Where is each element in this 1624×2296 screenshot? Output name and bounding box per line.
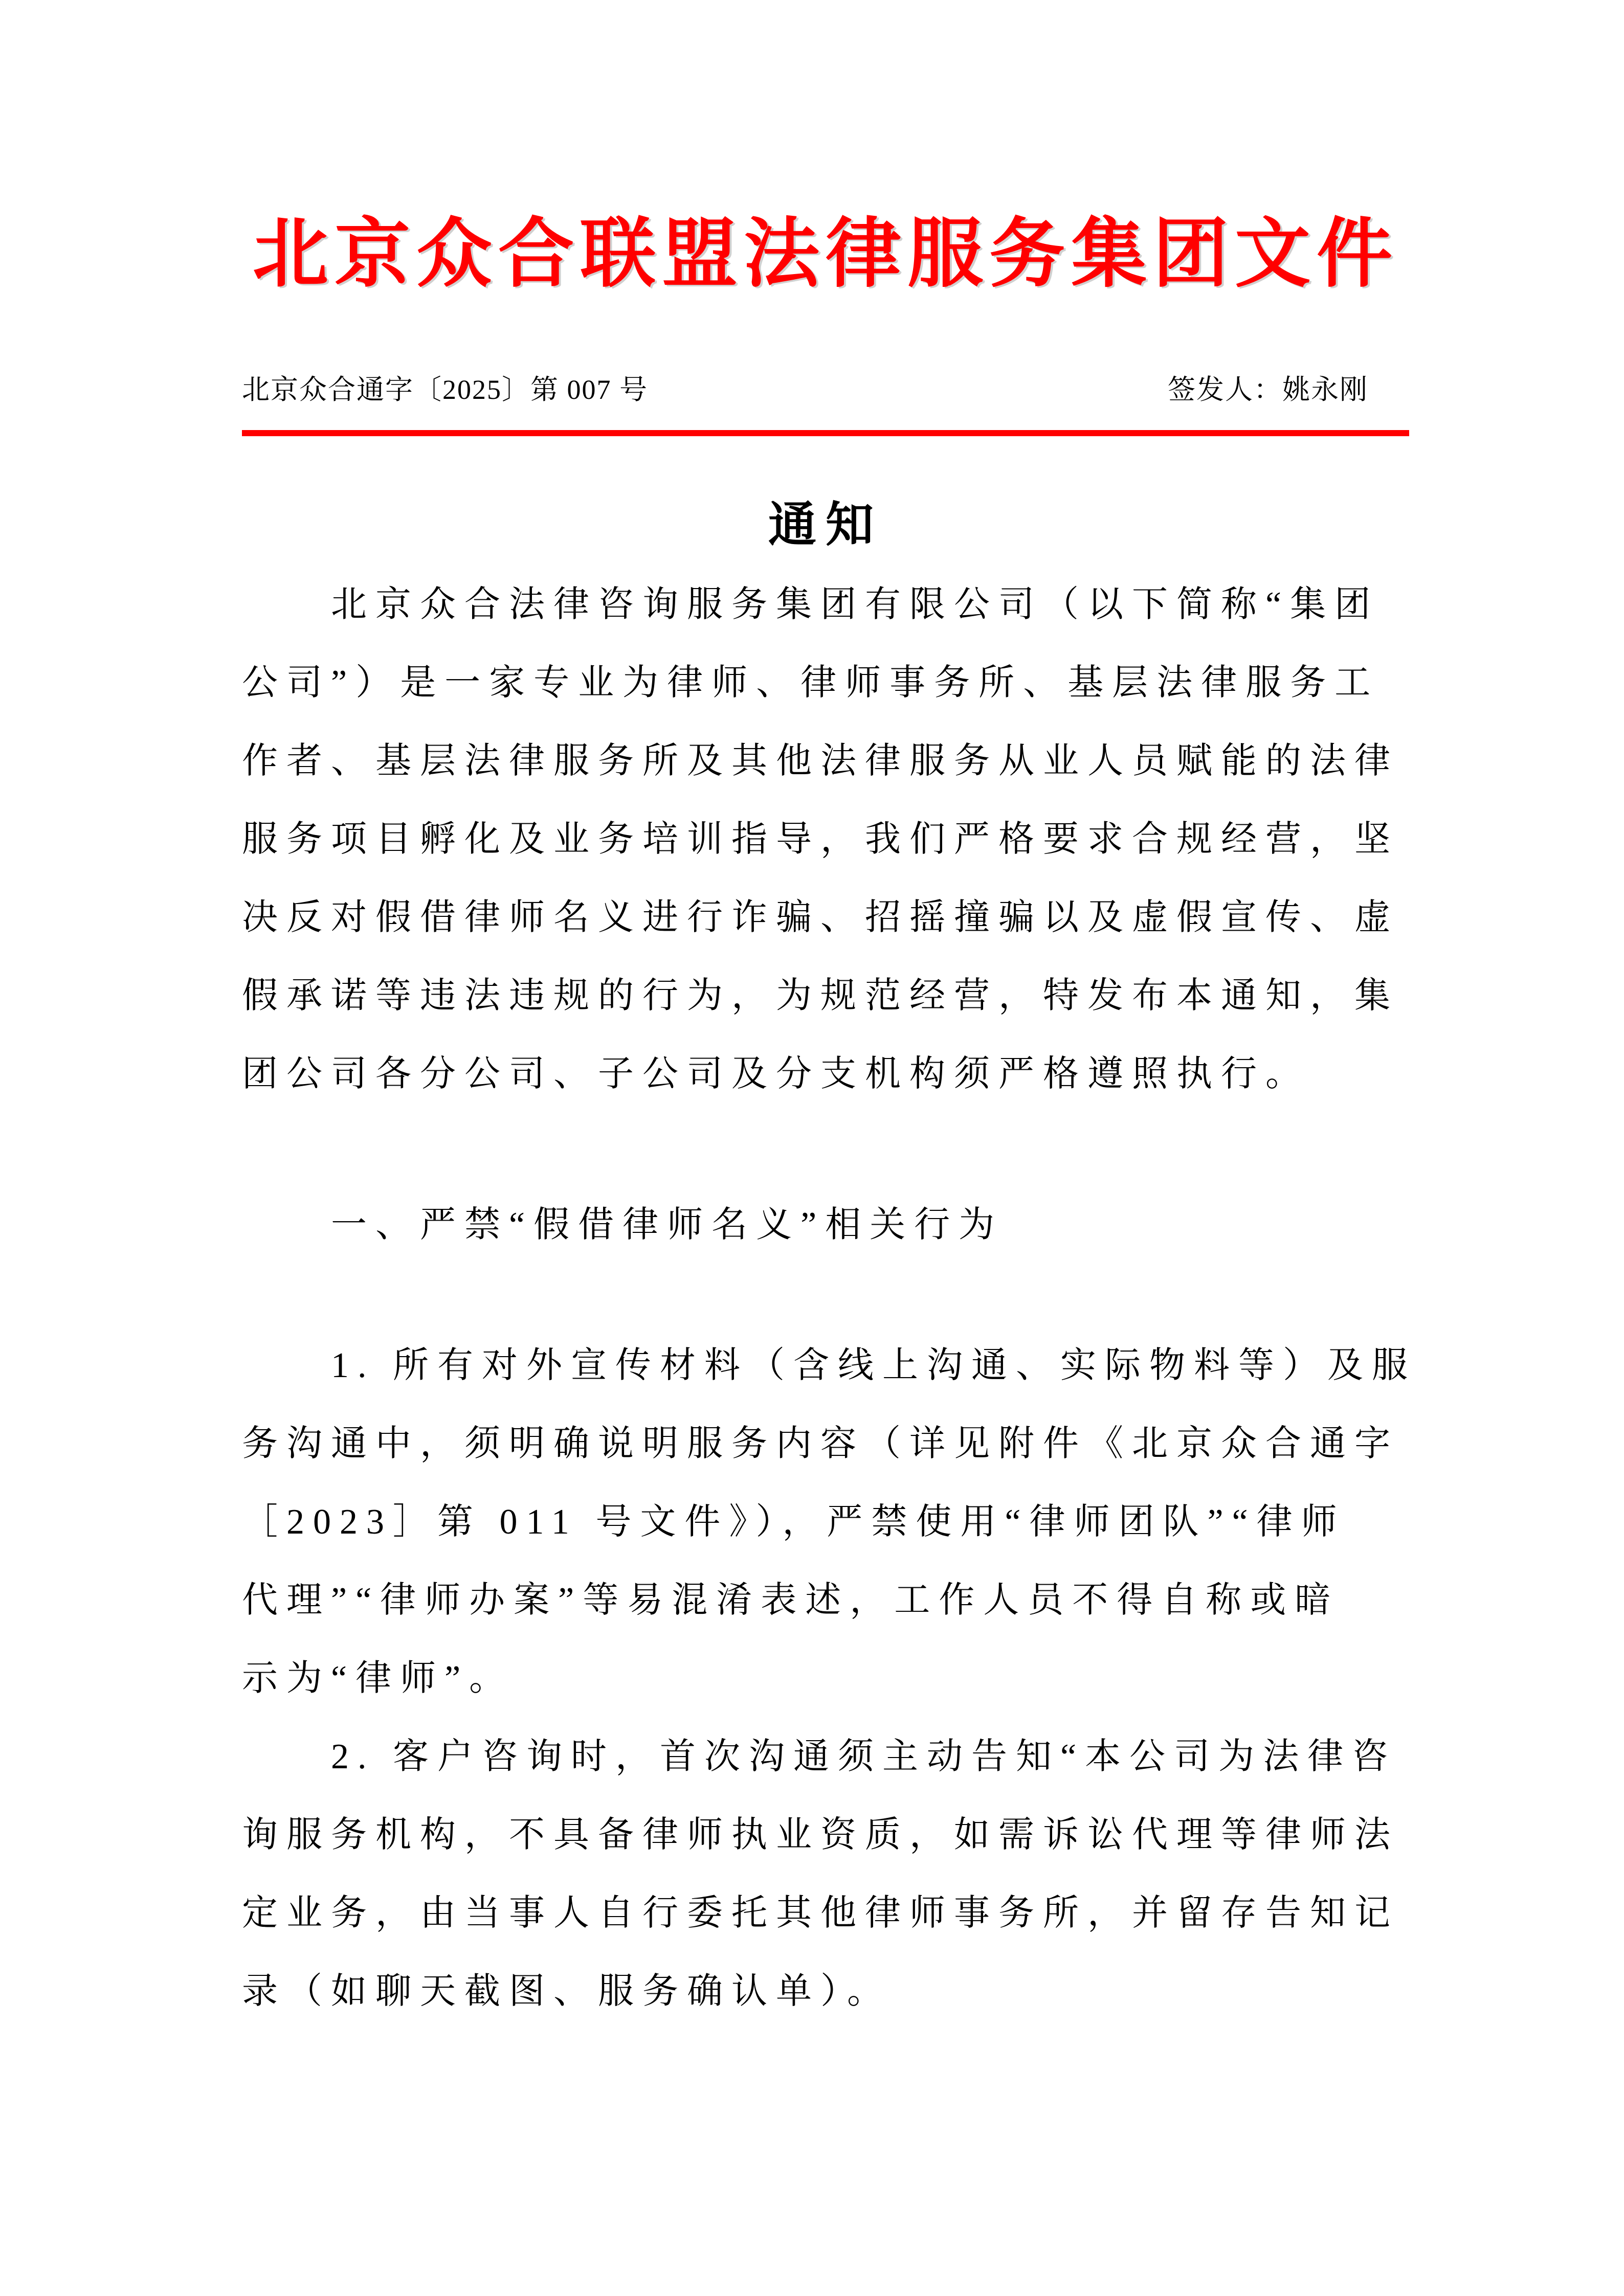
- intro-paragraph: [242, 566, 1409, 1113]
- paragraph-line: 作者、基层法律服务所及其他法律服务从业人员赋能的法律: [242, 741, 1399, 781]
- paragraph-line: 2. 客户咨询时，首次沟通须主动告知“本公司为法律咨: [331, 1737, 1397, 1776]
- paragraph-line: 团公司各分公司、子公司及分支机构须严格遵照执行。: [242, 1054, 1310, 1094]
- org-header-title: 北京众合联盟法律服务集团文件: [253, 213, 1398, 297]
- paragraph-line: ［2023］第 011 号文件》），严禁使用“律师团队”“律师: [242, 1502, 1346, 1542]
- paragraph-line: 录（如聊天截图、服务确认单）。: [242, 1971, 892, 2011]
- issuer-name: 签发人：姚永刚: [1168, 374, 1368, 405]
- paragraph-line: 假承诺等违法违规的行为，为规范经营，特发布本通知，集: [242, 976, 1399, 1016]
- paragraph-line: 示为“律师”。: [242, 1658, 514, 1698]
- red-divider-rule: [242, 430, 1409, 436]
- section-heading: 一、严禁“假借律师名义”相关行为: [331, 1205, 1004, 1245]
- paragraph-line: 定业务，由当事人自行委托其他律师事务所，并留存告知记: [242, 1893, 1399, 1933]
- paragraph-line: 1. 所有对外宣传材料（含线上沟通、实际物料等）及服: [331, 1345, 1416, 1385]
- paragraph-line: 询服务机构，不具备律师执业资质，如需诉讼代理等律师法: [242, 1815, 1399, 1855]
- doc-number-row: [242, 373, 1409, 407]
- document-content: [0, 213, 1624, 2031]
- paragraph-line: 公司”）是一家专业为律师、律师事务所、基层法律服务工: [242, 663, 1380, 703]
- doc-number: 北京众合通字〔2025〕第 007 号: [242, 374, 648, 405]
- paragraph-line: 务沟通中，须明确说明服务内容（详见附件《北京众合通字: [242, 1424, 1399, 1464]
- paragraph-line: 决反对假借律师名义进行诈骗、招摇撞骗以及虚假宣传、虚: [242, 897, 1399, 937]
- item-2-paragraph: [242, 1718, 1409, 2031]
- paragraph-line: 代理”“律师办案”等易混淆表述，工作人员不得自称或暗: [242, 1580, 1340, 1620]
- item-1-paragraph: [242, 1326, 1416, 1718]
- paragraph-line: 北京众合法律咨询服务集团有限公司（以下简称“集团: [331, 584, 1380, 624]
- paragraph-line: 服务项目孵化及业务培训指导，我们严格要求合规经营，坚: [242, 819, 1399, 859]
- section-1: [242, 1186, 1409, 1264]
- notice-title: 通知: [768, 498, 883, 552]
